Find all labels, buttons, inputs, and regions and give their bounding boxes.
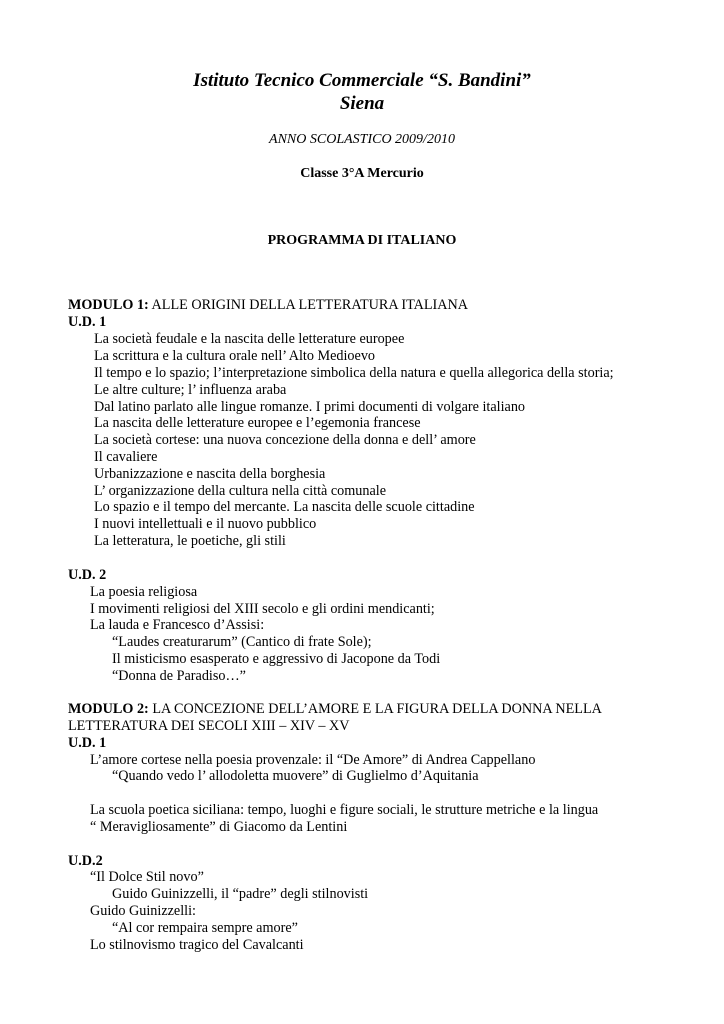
list-item: La nascita delle letterature europee e l’egemonia francese <box>94 415 421 431</box>
list-item: L’ organizzazione della cultura nella città comunale <box>94 483 387 499</box>
list-item: “Donna de Paradiso…” <box>112 668 246 684</box>
list-item: La letteratura, le poetiche, gli stili <box>94 533 286 549</box>
module-2-ud2-label: U.D.2 <box>68 853 103 869</box>
list-item: “Al cor rempaira sempre amore” <box>112 920 298 936</box>
list-item: La società feudale e la nascita delle letterature europee <box>94 331 405 347</box>
school-name: Istituto Tecnico Commerciale “S. Bandini” <box>193 70 531 91</box>
list-item: I nuovi intellettuali e il nuovo pubblico <box>94 516 317 532</box>
list-item: “Il Dolce Stil novo” <box>90 869 204 885</box>
list-item: Il tempo e lo spazio; l’interpretazione simbolica della natura e quella allegorica della storia; <box>94 365 614 381</box>
list-item: “Quando vedo l’ allodoletta muovere” di Guglielmo d’Aquitania <box>112 768 479 784</box>
list-item: La società cortese: una nuova concezione della donna e dell’ amore <box>94 432 476 448</box>
module-2-label: MODULO 2: <box>68 701 149 717</box>
list-item: La poesia religiosa <box>90 584 198 600</box>
module-2-heading <box>68 701 602 718</box>
school-year: ANNO SCOLASTICO 2009/2010 <box>269 132 455 147</box>
list-item: I movimenti religiosi del XIII secolo e gli ordini mendicanti; <box>90 601 435 617</box>
program-title: PROGRAMMA DI ITALIANO <box>267 233 457 248</box>
list-item: La scuola poetica siciliana: tempo, luoghi e figure sociali, le strutture metriche e la lingua <box>90 802 599 818</box>
list-item: L’amore cortese nella poesia provenzale: il “De Amore” di Andrea Cappellano <box>90 752 536 768</box>
module-1-ud2-label: U.D. 2 <box>68 567 107 583</box>
module-1-ud1-label: U.D. 1 <box>68 314 107 330</box>
school-city: Siena <box>339 93 385 114</box>
list-item: La scrittura e la cultura orale nell’ Alto Medioevo <box>94 348 376 364</box>
list-item: Dal latino parlato alle lingue romanze. I primi documenti di volgare italiano <box>94 399 526 415</box>
module-1-title: ALLE ORIGINI DELLA LETTERATURA ITALIANA <box>148 297 469 313</box>
class-name: Classe 3°A Mercurio <box>300 166 424 181</box>
list-item: Urbanizzazione e nascita della borghesia <box>94 466 326 482</box>
module-2-title-line1: LA CONCEZIONE DELL’AMORE E LA FIGURA DELLA DONNA NELLA <box>148 701 602 717</box>
module-2-title-line2: LETTERATURA DEI SECOLI XIII – XIV – XV <box>68 718 350 734</box>
list-item: Il cavaliere <box>94 449 158 465</box>
module-1-label: MODULO 1: <box>68 297 149 313</box>
list-item: “Laudes creaturarum” (Cantico di frate Sole); <box>112 634 372 650</box>
list-item: Il misticismo esasperato e aggressivo di Jacopone da Todi <box>112 651 441 667</box>
list-item: Guido Guinizzelli, il “padre” degli stilnovisti <box>112 886 369 902</box>
list-item: Le altre culture; l’ influenza araba <box>94 382 287 398</box>
list-item: “ Meravigliosamente” di Giacomo da Lentini <box>90 819 348 835</box>
module-1-heading <box>68 297 468 314</box>
list-item: Lo spazio e il tempo del mercante. La nascita delle scuole cittadine <box>94 499 475 515</box>
list-item: Guido Guinizzelli: <box>90 903 196 919</box>
list-item: La lauda e Francesco d’Assisi: <box>90 617 265 633</box>
list-item: Lo stilnovismo tragico del Cavalcanti <box>90 937 304 953</box>
module-2-ud1-label: U.D. 1 <box>68 735 107 751</box>
